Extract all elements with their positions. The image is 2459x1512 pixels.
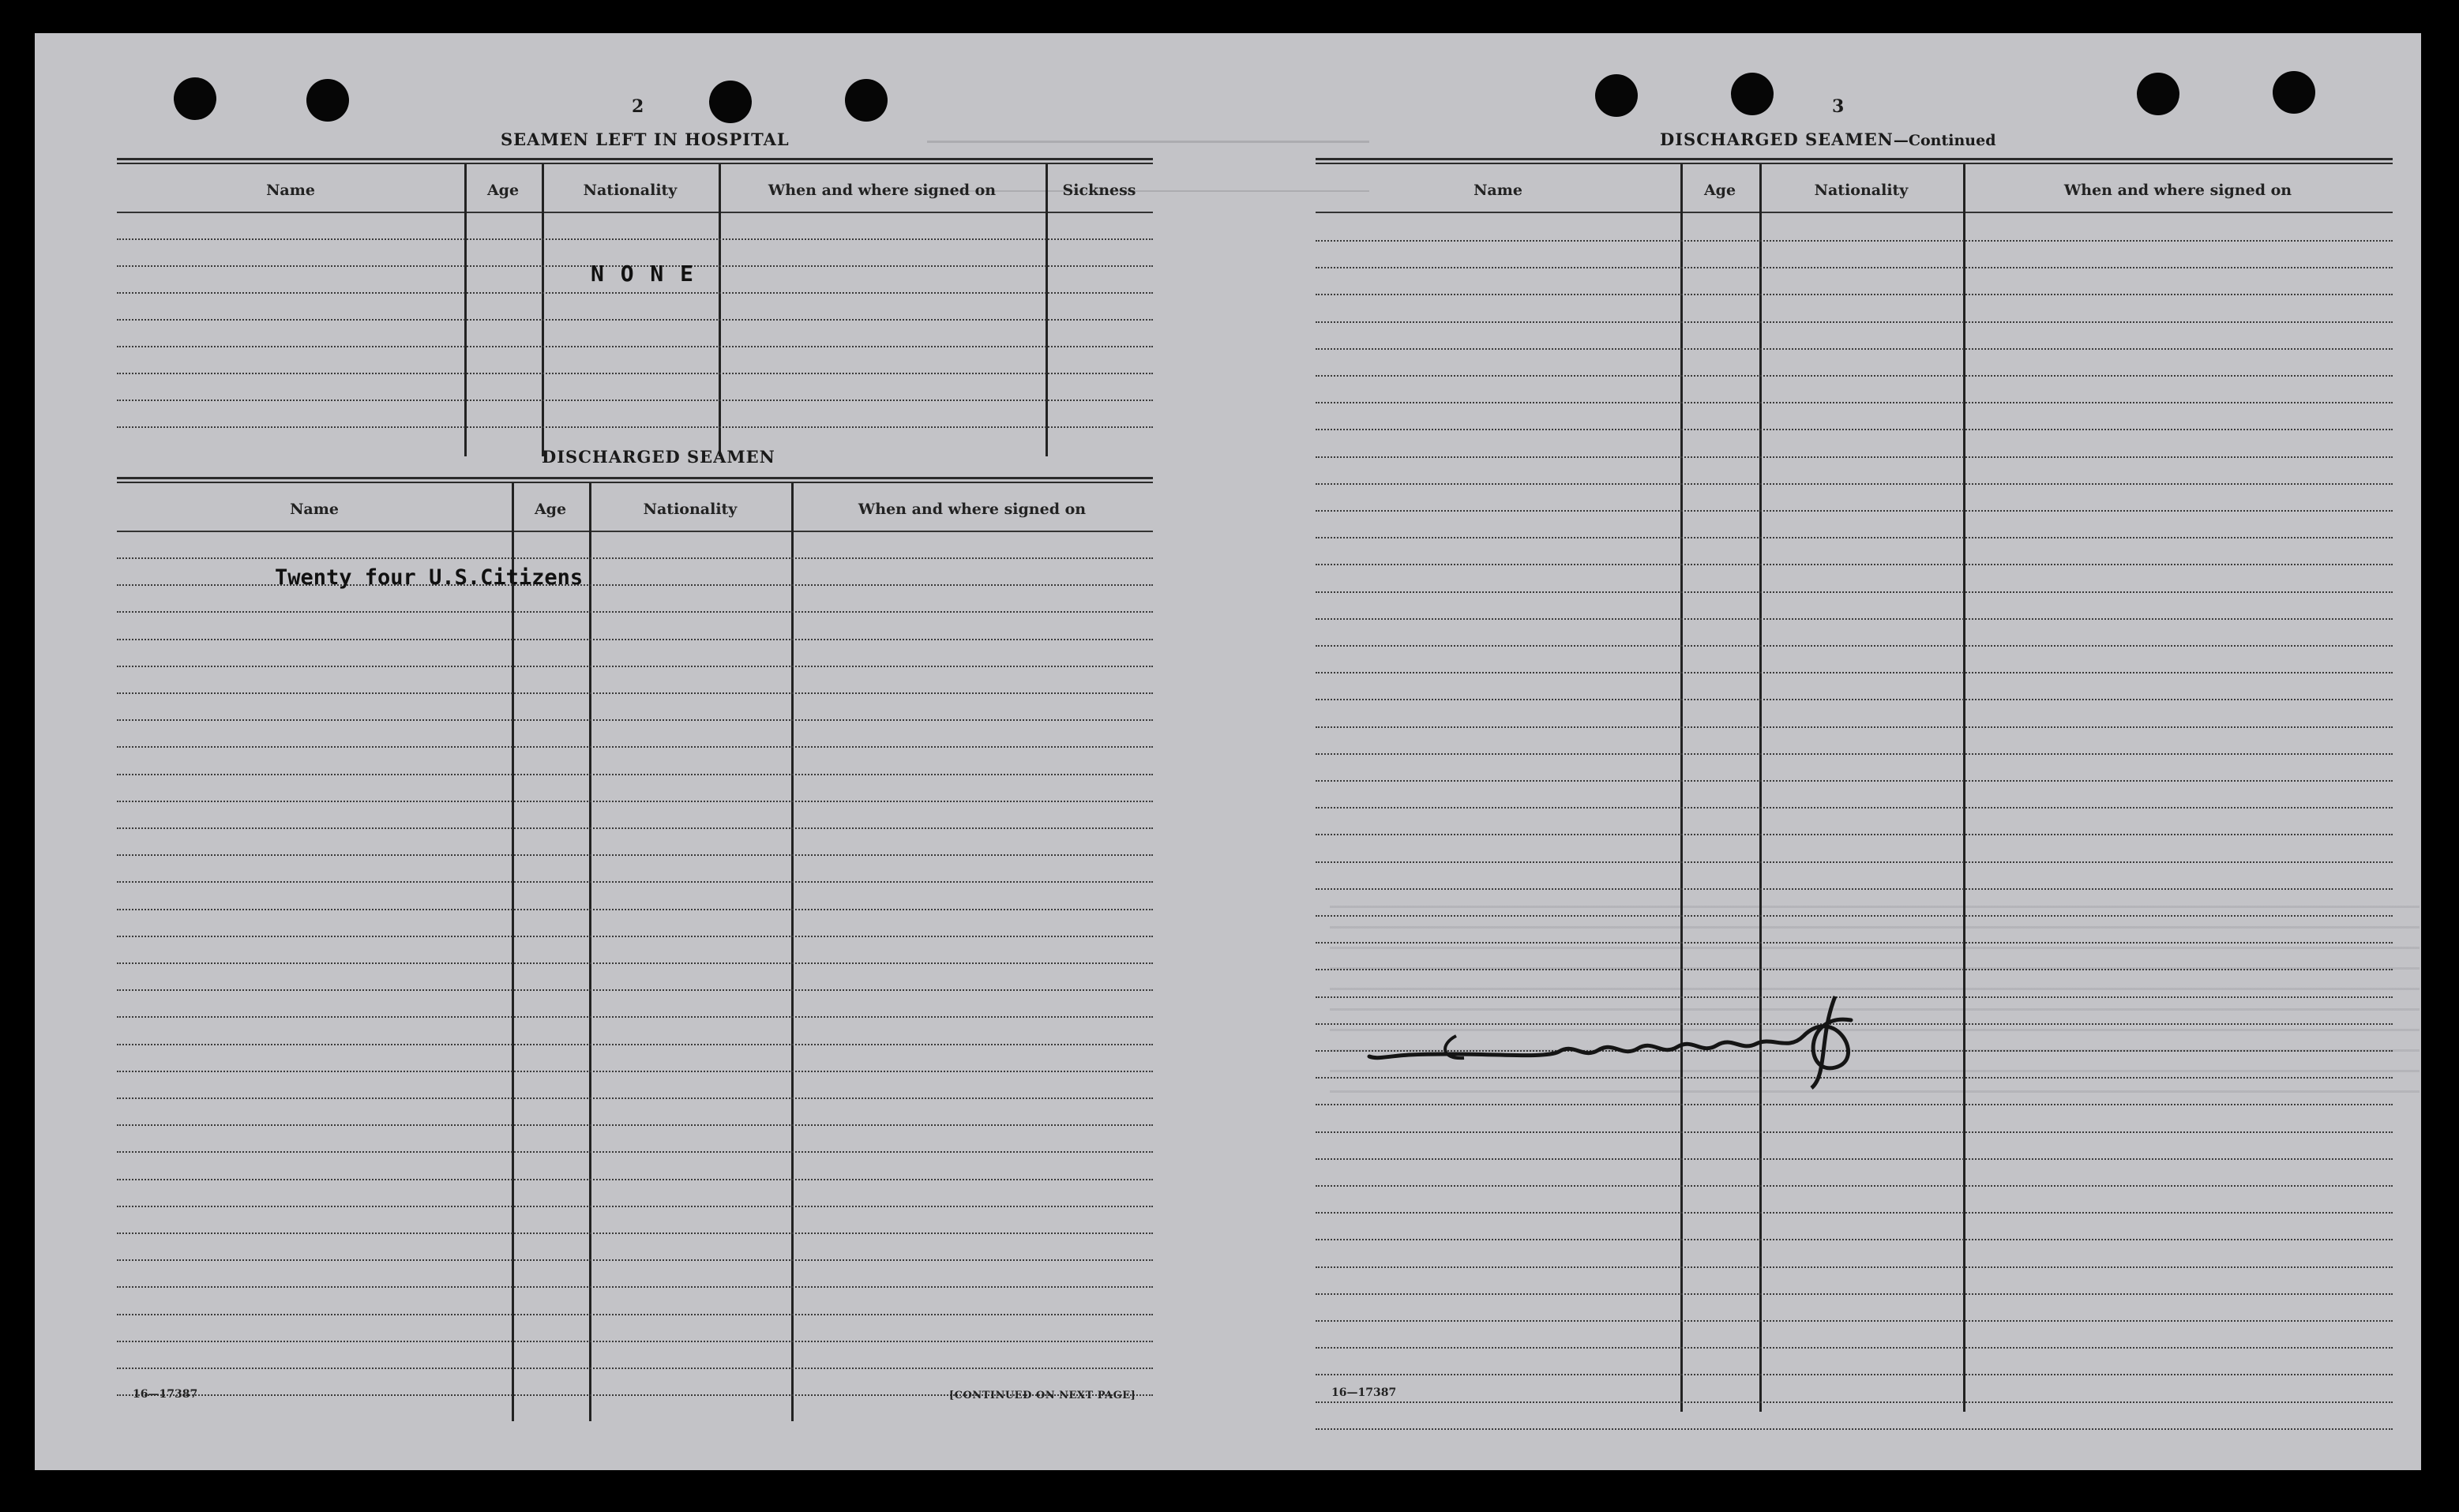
table-row bbox=[1316, 456, 2393, 458]
document-sheet bbox=[35, 33, 2421, 1470]
table-row bbox=[117, 238, 1153, 240]
column-header-signed-on: When and where signed on bbox=[858, 501, 1087, 518]
table-row bbox=[117, 292, 1153, 294]
table-row bbox=[1316, 1185, 2393, 1187]
table-row bbox=[117, 774, 1153, 775]
table-row bbox=[1316, 240, 2393, 242]
table-row bbox=[117, 1341, 1153, 1342]
table-row bbox=[1316, 429, 2393, 430]
column-header-name: Name bbox=[266, 182, 315, 199]
form-number-left: 16—17387 bbox=[133, 1388, 198, 1401]
table-row bbox=[1316, 1347, 2393, 1349]
table-row bbox=[117, 989, 1153, 991]
table-row bbox=[1316, 1428, 2393, 1430]
table-row bbox=[117, 611, 1153, 613]
title-sub: —Continued bbox=[1893, 132, 1996, 149]
table-row bbox=[1316, 1239, 2393, 1240]
table-row bbox=[117, 719, 1153, 721]
table-row bbox=[117, 639, 1153, 640]
column-header-signed-on: When and where signed on bbox=[2063, 182, 2292, 199]
table-row bbox=[117, 1071, 1153, 1072]
table-row bbox=[117, 1016, 1153, 1018]
column-header-nationality: Nationality bbox=[643, 501, 738, 518]
table-row bbox=[1316, 1131, 2393, 1133]
signature-mark bbox=[1361, 989, 1867, 1091]
table-row bbox=[117, 1097, 1153, 1099]
punch-hole bbox=[1595, 74, 1638, 117]
table-row bbox=[117, 1259, 1153, 1261]
punch-hole bbox=[709, 81, 752, 123]
hospital-entry-none: N O N E bbox=[591, 261, 696, 287]
punch-hole bbox=[2273, 71, 2315, 114]
discharged-continued-title bbox=[1660, 129, 1996, 149]
table-row bbox=[1316, 375, 2393, 377]
table-row bbox=[1316, 861, 2393, 863]
column-header-age: Age bbox=[486, 182, 520, 199]
table-row bbox=[117, 746, 1153, 748]
table-row bbox=[1316, 780, 2393, 782]
table-row bbox=[1316, 645, 2393, 647]
table-row bbox=[1316, 753, 2393, 755]
table-row bbox=[117, 666, 1153, 667]
title-main: DISCHARGED SEAMEN bbox=[1660, 129, 1894, 149]
table-row bbox=[117, 1232, 1153, 1234]
table-row bbox=[117, 1286, 1153, 1288]
table-row bbox=[117, 936, 1153, 937]
table-row bbox=[117, 1314, 1153, 1315]
table-row bbox=[117, 962, 1153, 964]
column-header-name: Name bbox=[290, 501, 339, 518]
table-row bbox=[117, 801, 1153, 802]
table-row bbox=[1316, 537, 2393, 538]
column-header-age: Age bbox=[534, 501, 567, 518]
punch-hole bbox=[845, 79, 888, 122]
table-row bbox=[117, 1179, 1153, 1180]
table-row bbox=[117, 1368, 1153, 1369]
table-row bbox=[117, 346, 1153, 347]
column-header-nationality: Nationality bbox=[1814, 182, 1909, 199]
discharged-table-right bbox=[1316, 158, 2393, 1412]
table-row bbox=[117, 909, 1153, 910]
table-row bbox=[1316, 483, 2393, 485]
discharged-table-left bbox=[117, 477, 1153, 1421]
table-row bbox=[1316, 1374, 2393, 1375]
column-header-age: Age bbox=[1703, 182, 1736, 199]
discharged-entry: Twenty four U.S.Citizens bbox=[275, 565, 584, 590]
page-number-left: 2 bbox=[632, 96, 644, 117]
column-header-signed-on: When and where signed on bbox=[768, 182, 997, 199]
table-row bbox=[1316, 510, 2393, 512]
hospital-section-title: SEAMEN LEFT IN HOSPITAL bbox=[501, 129, 790, 149]
table-row bbox=[1316, 1320, 2393, 1322]
table-row bbox=[1316, 969, 2393, 970]
table-row bbox=[1316, 294, 2393, 295]
table-row bbox=[117, 1124, 1153, 1126]
table-row bbox=[117, 373, 1153, 374]
table-row bbox=[117, 557, 1153, 559]
table-row bbox=[1316, 807, 2393, 809]
table-row bbox=[1316, 915, 2393, 917]
table-row bbox=[1316, 618, 2393, 620]
table-row bbox=[1316, 888, 2393, 890]
table-row bbox=[117, 1151, 1153, 1153]
table-row bbox=[1316, 1212, 2393, 1214]
punch-hole bbox=[2137, 73, 2179, 115]
table-row bbox=[117, 319, 1153, 321]
table-row bbox=[1316, 267, 2393, 268]
table-row bbox=[117, 1044, 1153, 1045]
table-row bbox=[117, 584, 1153, 586]
table-row bbox=[1316, 402, 2393, 403]
table-row bbox=[117, 426, 1153, 428]
page-number-right: 3 bbox=[1832, 96, 1845, 117]
form-number-right: 16—17387 bbox=[1331, 1386, 1397, 1399]
table-row bbox=[1316, 348, 2393, 350]
table-row bbox=[1316, 699, 2393, 700]
column-header-name: Name bbox=[1474, 182, 1522, 199]
hospital-table bbox=[117, 158, 1153, 456]
punch-hole bbox=[174, 77, 216, 120]
table-row bbox=[1316, 1158, 2393, 1160]
table-row bbox=[1316, 564, 2393, 565]
table-row bbox=[1316, 942, 2393, 944]
continued-note: [CONTINUED ON NEXT PAGE] bbox=[949, 1390, 1136, 1401]
table-row bbox=[1316, 1293, 2393, 1295]
column-header-sickness: Sickness bbox=[1062, 182, 1136, 199]
punch-hole bbox=[1731, 73, 1774, 115]
discharged-section-title: DISCHARGED SEAMEN bbox=[542, 447, 775, 467]
table-row bbox=[1316, 834, 2393, 835]
punch-hole bbox=[306, 79, 349, 122]
table-row bbox=[1316, 1401, 2393, 1403]
table-row bbox=[1316, 1104, 2393, 1105]
table-row bbox=[117, 1206, 1153, 1207]
table-row bbox=[117, 827, 1153, 829]
table-row bbox=[117, 692, 1153, 694]
table-row bbox=[117, 854, 1153, 856]
table-row bbox=[117, 400, 1153, 401]
table-row bbox=[117, 881, 1153, 883]
column-header-nationality: Nationality bbox=[583, 182, 678, 199]
table-row bbox=[1316, 591, 2393, 593]
table-row bbox=[1316, 672, 2393, 673]
table-row bbox=[1316, 321, 2393, 323]
table-row bbox=[1316, 1266, 2393, 1268]
table-row bbox=[1316, 726, 2393, 728]
